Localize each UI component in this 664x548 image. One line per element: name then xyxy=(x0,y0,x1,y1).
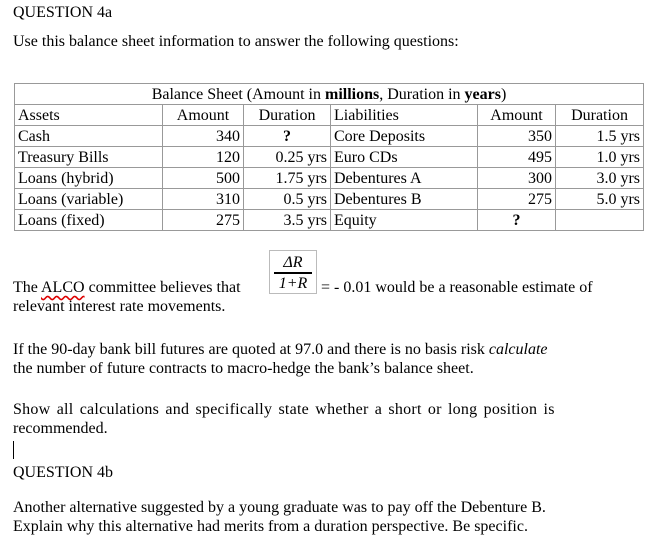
cell: 275 xyxy=(478,189,556,210)
table-title: Balance Sheet (Amount in millions, Duration in years) xyxy=(15,84,644,105)
cell: Loans (fixed) xyxy=(15,210,163,231)
cell: 340 xyxy=(163,126,244,147)
table-row xyxy=(15,147,644,168)
cell: 275 xyxy=(163,210,244,231)
cell: Core Deposits xyxy=(331,126,478,147)
q4b-line1: Another alternative suggested by a young graduate was to pay off the Debenture B. xyxy=(13,499,546,516)
alco-line1: The ALCO committee believes that xyxy=(13,279,241,296)
cell: 350 xyxy=(478,126,556,147)
futures-line1: If the 90-day bank bill futures are quoted at 97.0 and there is no basis risk calculate xyxy=(13,341,548,358)
cell: 0.25 yrs xyxy=(244,147,331,168)
cell: Euro CDs xyxy=(331,147,478,168)
text-cursor xyxy=(13,441,14,459)
table-row xyxy=(15,210,644,231)
header-cell: Assets xyxy=(15,105,163,126)
cell: 1.75 yrs xyxy=(244,168,331,189)
formula-denominator: 1+R xyxy=(278,275,308,292)
cell: 120 xyxy=(163,147,244,168)
table-header-row xyxy=(15,105,644,126)
table-row xyxy=(15,189,644,210)
alco-line1-end: = - 0.01 would be a reasonable estimate of xyxy=(321,279,593,296)
formula-numerator: ΔR xyxy=(274,253,312,274)
show-line1: Show all calculations and specifically state whether a short or long position is xyxy=(13,401,555,418)
alco-line2: relevant interest rate movements. xyxy=(13,298,226,315)
futures-line2: the number of future contracts to macro-hedge the bank’s balance sheet. xyxy=(13,360,474,377)
header-cell: Duration xyxy=(244,105,331,126)
cell: 1.0 yrs xyxy=(556,147,644,168)
table-row xyxy=(15,168,644,189)
cell: 3.0 yrs xyxy=(556,168,644,189)
header-cell: Liabilities xyxy=(331,105,478,126)
spellcheck-word: ALCO xyxy=(41,279,85,296)
cell: Treasury Bills xyxy=(15,147,163,168)
cell: 0.5 yrs xyxy=(244,189,331,210)
cell: 5.0 yrs xyxy=(556,189,644,210)
cell xyxy=(556,210,644,231)
show-line2: recommended. xyxy=(13,420,108,437)
cell: Debentures B xyxy=(331,189,478,210)
cell: ? xyxy=(478,210,556,231)
cell: 500 xyxy=(163,168,244,189)
rate-change-formula xyxy=(269,250,317,294)
cell: Loans (hybrid) xyxy=(15,168,163,189)
header-cell: Duration xyxy=(556,105,644,126)
header-cell: Amount xyxy=(478,105,556,126)
q4b-line2: Explain why this alternative had merits from a duration perspective. Be specific. xyxy=(13,518,528,535)
cell: 300 xyxy=(478,168,556,189)
cell: Equity xyxy=(331,210,478,231)
cell: Cash xyxy=(15,126,163,147)
balance-sheet-table xyxy=(14,83,644,231)
cell: 3.5 yrs xyxy=(244,210,331,231)
cell: 495 xyxy=(478,147,556,168)
question-4a-heading: QUESTION 4a xyxy=(13,4,113,21)
intro-text: Use this balance sheet information to answer the following questions: xyxy=(13,33,459,50)
cell: ? xyxy=(244,126,331,147)
cell: Debentures A xyxy=(331,168,478,189)
table-row xyxy=(15,126,644,147)
header-cell: Amount xyxy=(163,105,244,126)
cell: Loans (variable) xyxy=(15,189,163,210)
cell: 1.5 yrs xyxy=(556,126,644,147)
question-4b-heading: QUESTION 4b xyxy=(13,464,113,481)
cell: 310 xyxy=(163,189,244,210)
